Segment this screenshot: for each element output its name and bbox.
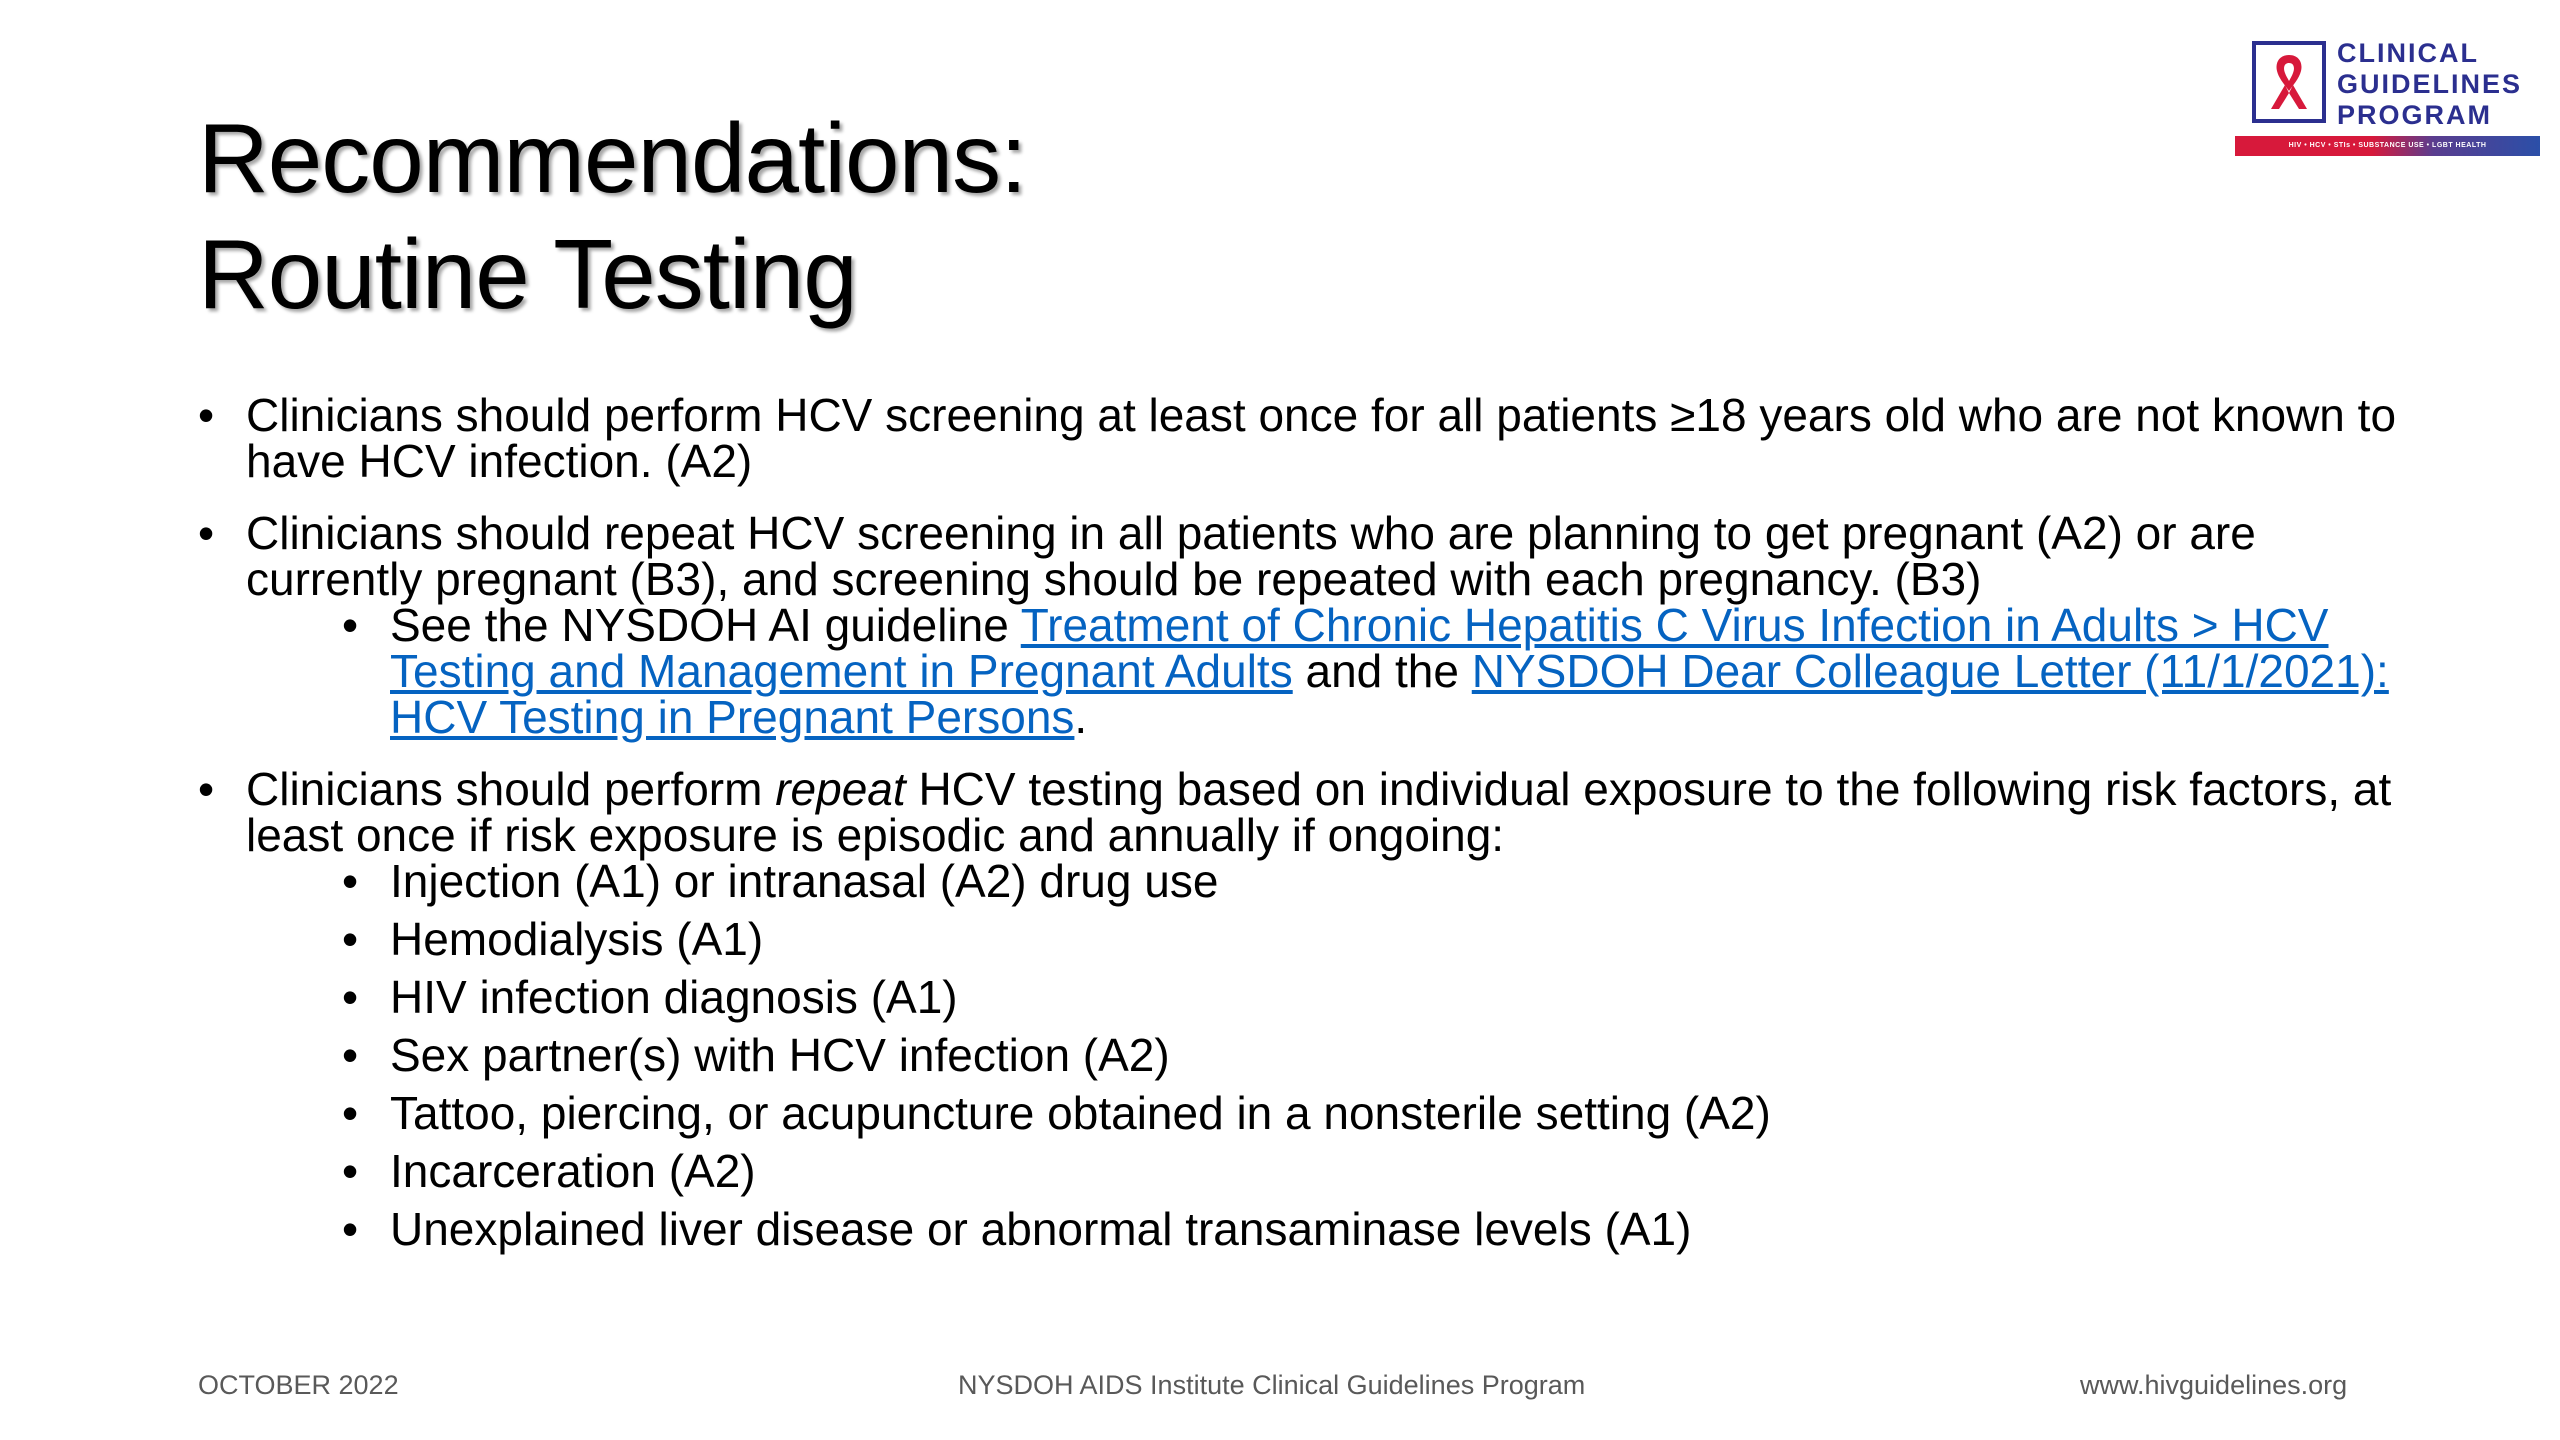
slide-body [198, 389, 2398, 1278]
reference-middle: and the [1292, 645, 1472, 697]
reference-prefix: See the NYSDOH AI guideline [390, 599, 1021, 651]
risk-factor-item: • Tattoo, piercing, or acupuncture obtained in a nonsterile setting (A2) [342, 1090, 2398, 1136]
recommendation-screening-once [198, 389, 2398, 487]
recommendation-list [198, 389, 2398, 1255]
logo-text-guidelines: GUIDELINES [2337, 69, 2523, 99]
risk-factor-item: • Unexplained liver disease or abnormal transaminase levels (A1) [342, 1206, 2398, 1252]
footer-url: www.hivguidelines.org [2080, 1370, 2348, 1400]
dear-colleague-letter-link[interactable]: NYSDOH Dear Colleague Letter (11/1/2021): HCV Testing in Pregnant Persons [390, 645, 2389, 743]
reference-suffix: . [1074, 691, 1088, 743]
footer-date: OCTOBER 2022 [198, 1370, 399, 1400]
risk-factor-list [246, 855, 2398, 1255]
logo-text-clinical: CLINICAL [2337, 38, 2479, 68]
logo-emblem [2252, 41, 2326, 123]
clinical-guidelines-program-logo [2235, 38, 2550, 163]
title-line-2: Routine Testing [198, 219, 857, 329]
awareness-ribbon-icon [2265, 51, 2313, 113]
slide-title [198, 100, 1026, 332]
risk-factor-item: • Incarceration (A2) [342, 1148, 2398, 1194]
bullet-text: Clinicians should repeat HCV screening in all patients who are planning to get pregnant (A2) or are currently pregnant (B3), and screening should be repeated with each pregnancy. (B3) [246, 507, 2256, 605]
logo-wordmark [2337, 38, 2522, 131]
title-line-1: Recommendations: [198, 103, 1027, 213]
logo-tagline: HIV • HCV • STIs • SUBSTANCE USE • LGBT HEALTH [2235, 136, 2540, 156]
recommendation-repeat-testing [198, 763, 2398, 1255]
bullet-text-after: HCV testing based on individual exposure to the following risk factors, at least once if risk exposure is episodic and annually if ongoing: [246, 763, 2392, 861]
logo-text-program: PROGRAM [2337, 100, 2492, 130]
risk-factor-item: • Injection (A1) or intranasal (A2) drug use [342, 858, 2398, 904]
risk-factor-item: • HIV infection diagnosis (A1) [342, 974, 2398, 1020]
footer-program: NYSDOH AIDS Institute Clinical Guidelines Program [958, 1370, 1586, 1400]
recommendation-pregnancy [198, 507, 2398, 743]
bullet-text-before: Clinicians should perform [246, 763, 776, 815]
risk-factor-item: • Hemodialysis (A1) [342, 916, 2398, 962]
hcv-guideline-link[interactable]: Treatment of Chronic Hepatitis C Virus Infection in Adults > HCV Testing and Management in Pregnant Adults [390, 599, 2329, 697]
bullet-text-emphasis: repeat [775, 763, 906, 815]
risk-factor-item: • Sex partner(s) with HCV infection (A2) [342, 1032, 2398, 1078]
bullet-text: Clinicians should perform HCV screening at least once for all patients ≥18 years old who are not known to have HCV infection. (A2) [246, 389, 2397, 487]
pregnancy-sub-list [246, 599, 2398, 743]
guideline-reference [342, 599, 2398, 743]
